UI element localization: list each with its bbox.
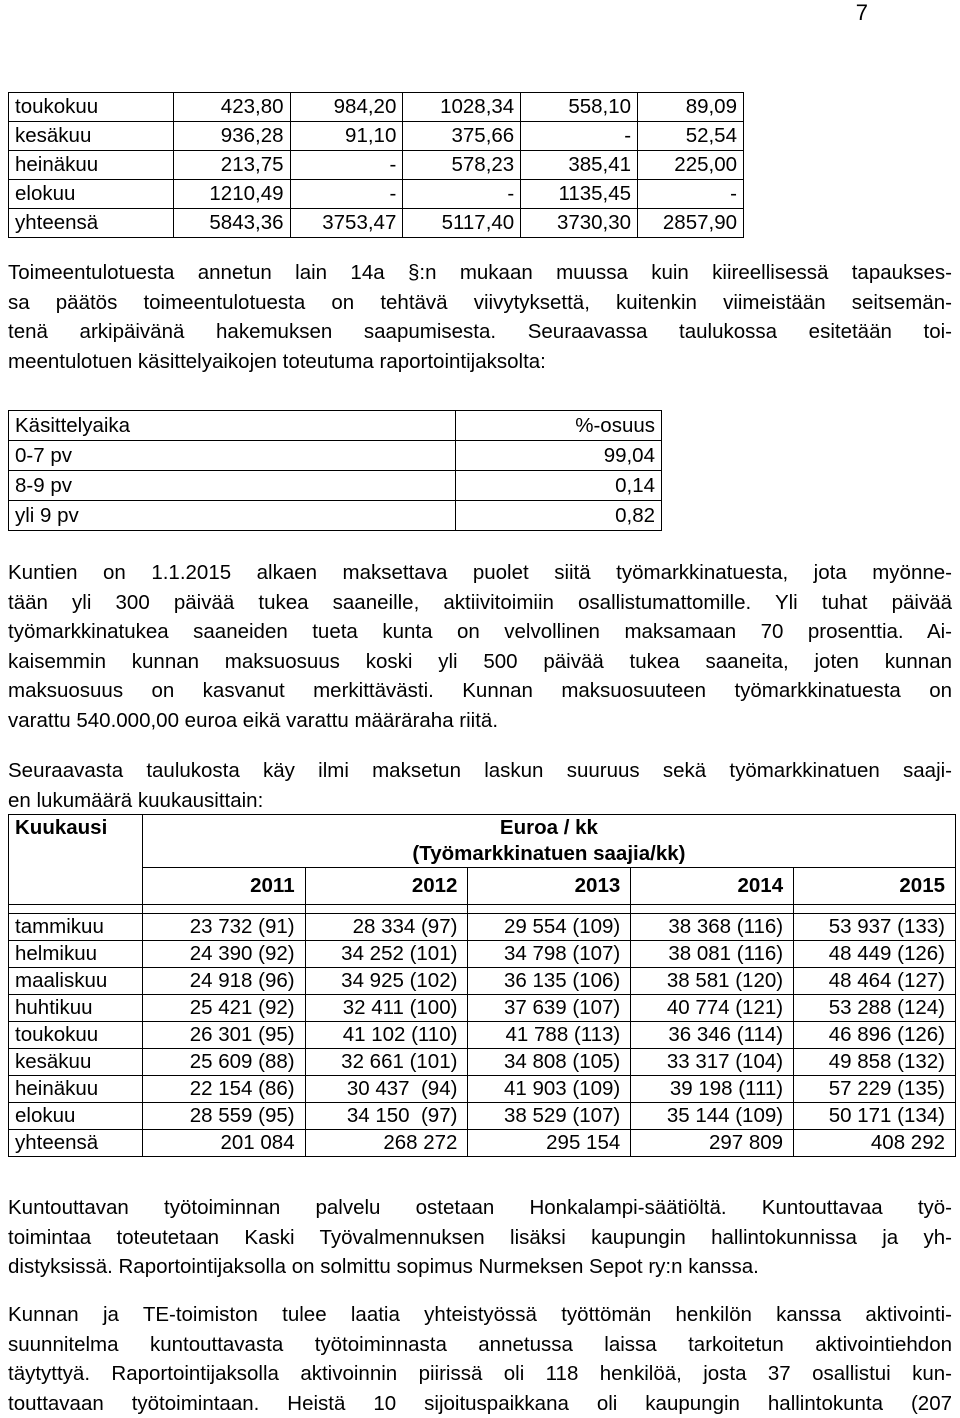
- month-cell: toukokuu: [9, 93, 174, 122]
- amount-cell: 295 154: [468, 1130, 631, 1157]
- amount-cell: 41 903 (109): [468, 1076, 631, 1103]
- amount-cell: 36 135 (106): [468, 968, 631, 995]
- amount-cell: 34 925 (102): [305, 968, 468, 995]
- month-cell: tammikuu: [9, 914, 143, 941]
- amount-cell: 52,54: [638, 122, 744, 151]
- month-cell: elokuu: [9, 180, 174, 209]
- table-row: [9, 471, 662, 501]
- month-cell: huhtikuu: [9, 995, 143, 1022]
- amount-cell: 26 301 (95): [142, 1022, 305, 1049]
- paragraph-line: distyksissä. Raportointijaksolla on solmittu sopimus Nurmeksen Sepot ry:n kanssa.: [8, 1252, 952, 1282]
- spacer-cell: [468, 905, 631, 914]
- amount-cell: 91,10: [290, 122, 403, 151]
- amount-cell: 201 084: [142, 1130, 305, 1157]
- year-header-row: [9, 868, 956, 905]
- paragraph-line: tään yli 300 päivää tukea saaneille, aktiivitoimiin osallistumattomille. Yli tuhat päivää: [8, 588, 952, 618]
- amount-cell: 34 808 (105): [468, 1049, 631, 1076]
- empty-cell: [9, 841, 143, 868]
- amount-cell: 984,20: [290, 93, 403, 122]
- amount-cell: 23 732 (91): [142, 914, 305, 941]
- amount-cell: -: [290, 151, 403, 180]
- month-cell: yhteensä: [9, 1130, 143, 1157]
- amount-cell: 53 288 (124): [794, 995, 956, 1022]
- month-cell: kesäkuu: [9, 122, 174, 151]
- year-header: 2011: [142, 868, 305, 905]
- paragraph-line: Kuntien on 1.1.2015 alkaen maksettava puolet siitä työmarkkinatuesta, jota myönne-: [8, 558, 952, 588]
- paragraph-line: sa päätös toimeentulotuesta on tehtävä viivytyksettä, kuitenkin viimeistään seitsemän-: [8, 288, 952, 318]
- paragraph-line: Kuntouttavan työtoiminnan palvelu ostetaan Honkalampi-säätiöltä. Kuntouttavaa työ-: [8, 1193, 952, 1223]
- amount-cell: 213,75: [173, 151, 290, 180]
- amount-cell: 30 437 (94): [305, 1076, 468, 1103]
- amount-cell: 48 464 (127): [794, 968, 956, 995]
- year-header: 2014: [631, 868, 794, 905]
- spacer-cell: [9, 905, 143, 914]
- amount-cell: 53 937 (133): [794, 914, 956, 941]
- paragraph-line: en lukumäärä kuukausittain:: [8, 786, 952, 816]
- amount-cell: -: [403, 180, 521, 209]
- amount-cell: 297 809: [631, 1130, 794, 1157]
- paragraph-line: Kunnan ja TE-toimiston tulee laatia yhteistyössä työttömän henkilön kanssa aktivointi-: [8, 1300, 952, 1330]
- amount-cell: 35 144 (109): [631, 1103, 794, 1130]
- amount-cell: 34 798 (107): [468, 941, 631, 968]
- amount-cell: 32 411 (100): [305, 995, 468, 1022]
- amount-cell: 40 774 (121): [631, 995, 794, 1022]
- empty-cell: [9, 868, 143, 905]
- amount-cell: 268 272: [305, 1130, 468, 1157]
- amount-cell: 1135,45: [521, 180, 638, 209]
- paragraph-line: Toimeentulotuesta annetun lain 14a §:n mukaan muussa kuin kiireellisessä tapaukses-: [8, 258, 952, 288]
- table-row: [9, 180, 744, 209]
- page-number: 7: [856, 0, 868, 26]
- rehabilitative-work-paragraph: [8, 1193, 952, 1282]
- amount-cell: 408 292: [794, 1130, 956, 1157]
- amount-cell: -: [638, 180, 744, 209]
- amount-cell: 33 317 (104): [631, 1049, 794, 1076]
- share-cell: 0,14: [456, 471, 662, 501]
- amount-cell: 25 609 (88): [142, 1049, 305, 1076]
- month-cell: kesäkuu: [9, 1049, 143, 1076]
- paragraph-line: maksuosuus on kasvanut merkittävästi. Kunnan maksuosuuteen työmarkkinatuesta on: [8, 676, 952, 706]
- amount-cell: 57 229 (135): [794, 1076, 956, 1103]
- paragraph-line: varattu 540.000,00 euroa eikä varattu määräraha riitä.: [8, 706, 952, 736]
- year-header: 2015: [794, 868, 956, 905]
- table-row: [9, 501, 662, 531]
- amount-cell: 32 661 (101): [305, 1049, 468, 1076]
- paragraph-line: suunnitelma kuntouttavasta työtoiminnasta annetussa laissa tarkoitetun aktivointiehdon: [8, 1330, 952, 1360]
- duration-cell: yli 9 pv: [9, 501, 456, 531]
- table-row: [9, 122, 744, 151]
- amount-cell: 36 346 (114): [631, 1022, 794, 1049]
- duration-cell: 0-7 pv: [9, 441, 456, 471]
- month-cell: maaliskuu: [9, 968, 143, 995]
- amount-cell: 48 449 (126): [794, 941, 956, 968]
- processing-time-table: [8, 410, 662, 531]
- amount-cell: 578,23: [403, 151, 521, 180]
- amount-cell: 5117,40: [403, 209, 521, 238]
- monthly-table-intro: [8, 756, 952, 815]
- amount-cell: 24 918 (96): [142, 968, 305, 995]
- share-cell: 0,82: [456, 501, 662, 531]
- amount-cell: 1028,34: [403, 93, 521, 122]
- year-header: 2012: [305, 868, 468, 905]
- spacer-cell: [631, 905, 794, 914]
- amount-cell: 34 252 (101): [305, 941, 468, 968]
- amount-cell: 38 581 (120): [631, 968, 794, 995]
- paragraph-line: meentulotuen käsittelyaikojen toteutuma raportointijaksolta:: [8, 347, 952, 377]
- table-row: [9, 941, 956, 968]
- amount-cell: 50 171 (134): [794, 1103, 956, 1130]
- amount-cell: 49 858 (132): [794, 1049, 956, 1076]
- amount-group-header: Euroa / kk: [142, 815, 955, 842]
- month-cell: elokuu: [9, 1103, 143, 1130]
- amount-cell: 34 150 (97): [305, 1103, 468, 1130]
- paragraph-line: työmarkkinatukea saaneiden tueta kunta on velvollinen maksamaan 70 prosenttia. Ai-: [8, 617, 952, 647]
- amount-cell: 28 334 (97): [305, 914, 468, 941]
- table-row: [9, 93, 744, 122]
- amount-cell: 225,00: [638, 151, 744, 180]
- month-cell: yhteensä: [9, 209, 174, 238]
- amount-cell: 38 529 (107): [468, 1103, 631, 1130]
- table-row: [9, 968, 956, 995]
- amount-cell: 385,41: [521, 151, 638, 180]
- table-row: [9, 151, 744, 180]
- table-row: [9, 209, 744, 238]
- table-row: [9, 1049, 956, 1076]
- paragraph-line: täytyttyä. Raportointijaksolla aktivoinnin piirissä oli 118 henkilöä, josta 37 osallistui kun-: [8, 1359, 952, 1389]
- activation-plan-paragraph: [8, 1300, 952, 1418]
- amount-cell: 375,66: [403, 122, 521, 151]
- amount-cell: 423,80: [173, 93, 290, 122]
- amount-cell: 1210,49: [173, 180, 290, 209]
- spacer-cell: [305, 905, 468, 914]
- month-cell: toukokuu: [9, 1022, 143, 1049]
- amount-cell: 5843,36: [173, 209, 290, 238]
- month-cell: heinäkuu: [9, 151, 174, 180]
- amount-cell: 28 559 (95): [142, 1103, 305, 1130]
- processing-time-paragraph: [8, 258, 952, 376]
- table-row: [9, 1130, 956, 1157]
- month-cell: heinäkuu: [9, 1076, 143, 1103]
- column-header: %-osuus: [456, 411, 662, 441]
- amount-cell: 41 788 (113): [468, 1022, 631, 1049]
- column-header: Käsittelyaika: [9, 411, 456, 441]
- month-column-header: Kuukausi: [9, 815, 143, 842]
- amount-cell: 41 102 (110): [305, 1022, 468, 1049]
- month-cell: helmikuu: [9, 941, 143, 968]
- payments-table-top: [8, 92, 744, 238]
- amount-cell: -: [521, 122, 638, 151]
- table-row: [9, 914, 956, 941]
- table-row: [9, 441, 662, 471]
- table-row: [9, 1076, 956, 1103]
- amount-cell: 89,09: [638, 93, 744, 122]
- amount-cell: 22 154 (86): [142, 1076, 305, 1103]
- spacer-row: [9, 905, 956, 914]
- amount-cell: 38 081 (116): [631, 941, 794, 968]
- amount-cell: 2857,90: [638, 209, 744, 238]
- paragraph-line: Seuraavasta taulukosta käy ilmi maksetun laskun suuruus sekä työmarkkinatuen saaji-: [8, 756, 952, 786]
- labour-market-subsidy-paragraph: [8, 558, 952, 735]
- amount-cell: 25 421 (92): [142, 995, 305, 1022]
- table-row: [9, 995, 956, 1022]
- table-header-row: [9, 411, 662, 441]
- duration-cell: 8-9 pv: [9, 471, 456, 501]
- table-row: [9, 1022, 956, 1049]
- amount-cell: 936,28: [173, 122, 290, 151]
- recipients-group-header: (Työmarkkinatuen saajia/kk): [142, 841, 955, 868]
- amount-cell: 558,10: [521, 93, 638, 122]
- amount-cell: 3753,47: [290, 209, 403, 238]
- amount-cell: 46 896 (126): [794, 1022, 956, 1049]
- amount-cell: 37 639 (107): [468, 995, 631, 1022]
- paragraph-line: toimintaa toteutetaan Kaski Työvalmennuksen lisäksi kaupungin hallintokunnissa ja yh-: [8, 1223, 952, 1253]
- spacer-cell: [794, 905, 956, 914]
- paragraph-line: tenä arkipäivänä hakemuksen saapumisesta. Seuraavassa taulukossa esitetään toi-: [8, 317, 952, 347]
- paragraph-line: kaisemmin kunnan maksuosuus koski yli 500 päivää tukea saaneita, joten kunnan: [8, 647, 952, 677]
- year-header: 2013: [468, 868, 631, 905]
- paragraph-line: touttavaan työtoimintaan. Heistä 10 sijoituspaikkana oli kaupungin hallintokunta (207: [8, 1389, 952, 1418]
- monthly-subsidy-table: [8, 814, 956, 1157]
- amount-cell: 3730,30: [521, 209, 638, 238]
- amount-cell: 39 198 (111): [631, 1076, 794, 1103]
- amount-cell: 24 390 (92): [142, 941, 305, 968]
- spacer-cell: [142, 905, 305, 914]
- table-row: [9, 1103, 956, 1130]
- amount-cell: 29 554 (109): [468, 914, 631, 941]
- share-cell: 99,04: [456, 441, 662, 471]
- amount-cell: -: [290, 180, 403, 209]
- amount-cell: 38 368 (116): [631, 914, 794, 941]
